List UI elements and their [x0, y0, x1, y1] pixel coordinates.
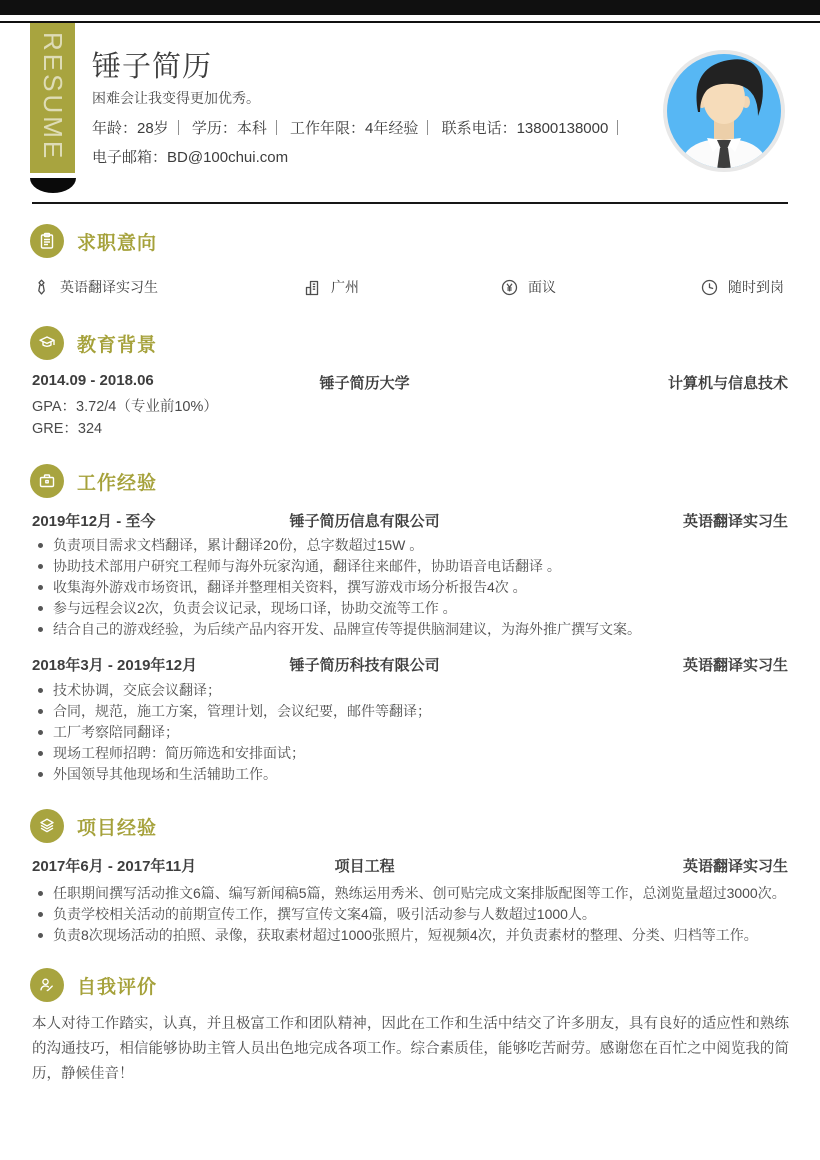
job-company: 锤子简历信息有限公司 — [289, 513, 440, 530]
info-experience: 工作年限：4年经验 — [290, 120, 419, 137]
info-age: 年龄：28岁 — [92, 120, 169, 137]
job-row — [32, 654, 788, 672]
male-avatar-icon — [661, 48, 787, 174]
section-header-evaluation — [30, 968, 157, 1002]
job-period: 2019年12月 - 至今 — [32, 513, 156, 530]
project-bullets — [32, 883, 792, 946]
education-period: 2014.09 - 2018.06 — [32, 372, 154, 389]
section-title: 项目经验 — [77, 817, 158, 839]
briefcase-icon — [37, 471, 57, 491]
top-black-bar — [0, 0, 820, 15]
bullet-item: 工厂考察陪同翻译； — [32, 722, 792, 743]
bullet-item: 合同，规范，施工方案，管理计划，会议纪要，邮件等翻译； — [32, 701, 792, 722]
bullet-item: 任职期间撰写活动推文6篇、编写新闻稿5篇，熟练运用秀米、创可贴完成文案排版配图等工作，总浏览量超过3000次。 — [32, 883, 792, 904]
education-details — [32, 397, 218, 440]
project-name: 项目工程 — [334, 858, 395, 875]
section-title: 求职意向 — [77, 232, 158, 254]
bullet-item: 外国领导其他现场和生活辅助工作。 — [32, 764, 792, 785]
bullet-item: 负责项目需求文档翻译，累计翻译20份，总字数超过15W 。 — [32, 535, 792, 556]
section-title: 教育背景 — [77, 334, 158, 356]
job-period: 2018年3月 - 2019年12月 — [32, 657, 198, 674]
clipboard-icon — [37, 231, 57, 251]
evaluation-text: 本人对待工作踏实，认真，并且极富工作和团队精神，因此在工作和生活中结交了许多朋友，具有良好的适应性和熟练的沟通技巧，相信能够协助主管人员出色地完成各项工作。综合素质佳，能够吃苦耐劳。感谢您在百忙之中阅览我的简历，静候佳音！ — [32, 1016, 789, 1082]
section-header-intention — [30, 224, 157, 258]
section-title: 自我评价 — [77, 976, 158, 998]
intention-label: 广州 — [331, 279, 359, 295]
job-company: 锤子简历科技有限公司 — [289, 657, 440, 674]
bullet-item: 负责学校相关活动的前期宣传工作，撰写宣传文案4篇，吸引活动参与人数超过1000人。 — [32, 904, 792, 925]
section-title: 工作经验 — [77, 472, 158, 494]
section-header-project — [30, 809, 157, 843]
intention-label: 随时到岗 — [728, 279, 784, 295]
info-email: 电子邮箱：BD@100chui.com — [92, 149, 289, 166]
bullet-item: 收集海外游戏市场资讯，翻译并整理相关资料，撰写游戏市场分析报告4次 。 — [32, 577, 792, 598]
intention-city — [303, 277, 359, 297]
info-degree: 学历：本科 — [191, 120, 267, 137]
motto-text: 困难会让我变得更加优秀。 — [92, 90, 260, 106]
bullet-item: 结合自己的游戏经验，为后续产品内容开发、品牌宣传等提供脑洞建议，为海外推广撰写文案。 — [32, 619, 792, 640]
header-divider — [32, 202, 788, 204]
separator — [178, 120, 179, 135]
work-icon-badge — [30, 464, 64, 498]
intention-label: 英语翻译实习生 — [60, 279, 158, 295]
bullet-item: 现场工程师招聘：简历筛选和安排面试； — [32, 743, 792, 764]
intention-row — [0, 277, 820, 299]
section-header-education — [30, 326, 157, 360]
gpa-line: GPA：3.72/4（专业前10%） — [32, 399, 218, 415]
contact-info — [92, 114, 627, 172]
project-icon-badge — [30, 809, 64, 843]
separator — [276, 120, 277, 135]
resume-ribbon — [30, 23, 75, 173]
separator — [617, 120, 618, 135]
evaluation-icon-badge — [30, 968, 64, 1002]
job-role: 英语翻译实习生 — [682, 513, 788, 530]
education-icon-badge — [30, 326, 64, 360]
clock-icon — [700, 278, 719, 297]
intention-salary — [500, 277, 556, 297]
job-bullets — [32, 535, 792, 640]
job-bullets — [32, 680, 792, 785]
user-edit-icon — [37, 975, 57, 995]
tie-icon — [32, 278, 51, 297]
project-period: 2017年6月 - 2017年11月 — [32, 858, 197, 875]
bullet-item: 负责8次现场活动的拍照、录像，获取素材超过1000张照片，短视频4次，并负责素材的整理、分类、归档等工作。 — [32, 925, 792, 946]
job-row — [32, 510, 788, 528]
ribbon-label: RESUME — [38, 32, 68, 162]
info-line-1 — [92, 114, 627, 143]
building-icon — [303, 278, 322, 297]
candidate-name: 锤子简历 — [92, 51, 213, 83]
bullet-item: 协助技术部用户研究工程师与海外玩家沟通，翻译往来邮件，协助语音电话翻译 。 — [32, 556, 792, 577]
ribbon-tail — [30, 178, 76, 193]
project-role: 英语翻译实习生 — [682, 858, 788, 875]
project-row — [32, 855, 788, 873]
intention-availability — [700, 277, 784, 297]
education-major: 计算机与信息技术 — [667, 375, 788, 392]
intention-label: 面议 — [528, 279, 556, 295]
education-school: 锤子简历大学 — [319, 375, 410, 392]
top-thin-line — [0, 21, 820, 23]
graduation-cap-icon — [37, 333, 57, 353]
education-row — [32, 372, 788, 390]
info-phone: 联系电话：13800138000 — [441, 120, 609, 137]
bullet-item: 参与远程会议2次，负责会议记录，现场口译，协助交流等工作 。 — [32, 598, 792, 619]
section-header-work — [30, 464, 157, 498]
intention-position — [32, 277, 158, 297]
yen-circle-icon — [500, 278, 519, 297]
layers-icon — [37, 816, 57, 836]
intention-icon-badge — [30, 224, 64, 258]
gre-line: GRE：324 — [32, 420, 103, 437]
separator — [427, 120, 428, 135]
job-role: 英语翻译实习生 — [682, 657, 788, 674]
bullet-item: 技术协调，交底会议翻译； — [32, 680, 792, 701]
